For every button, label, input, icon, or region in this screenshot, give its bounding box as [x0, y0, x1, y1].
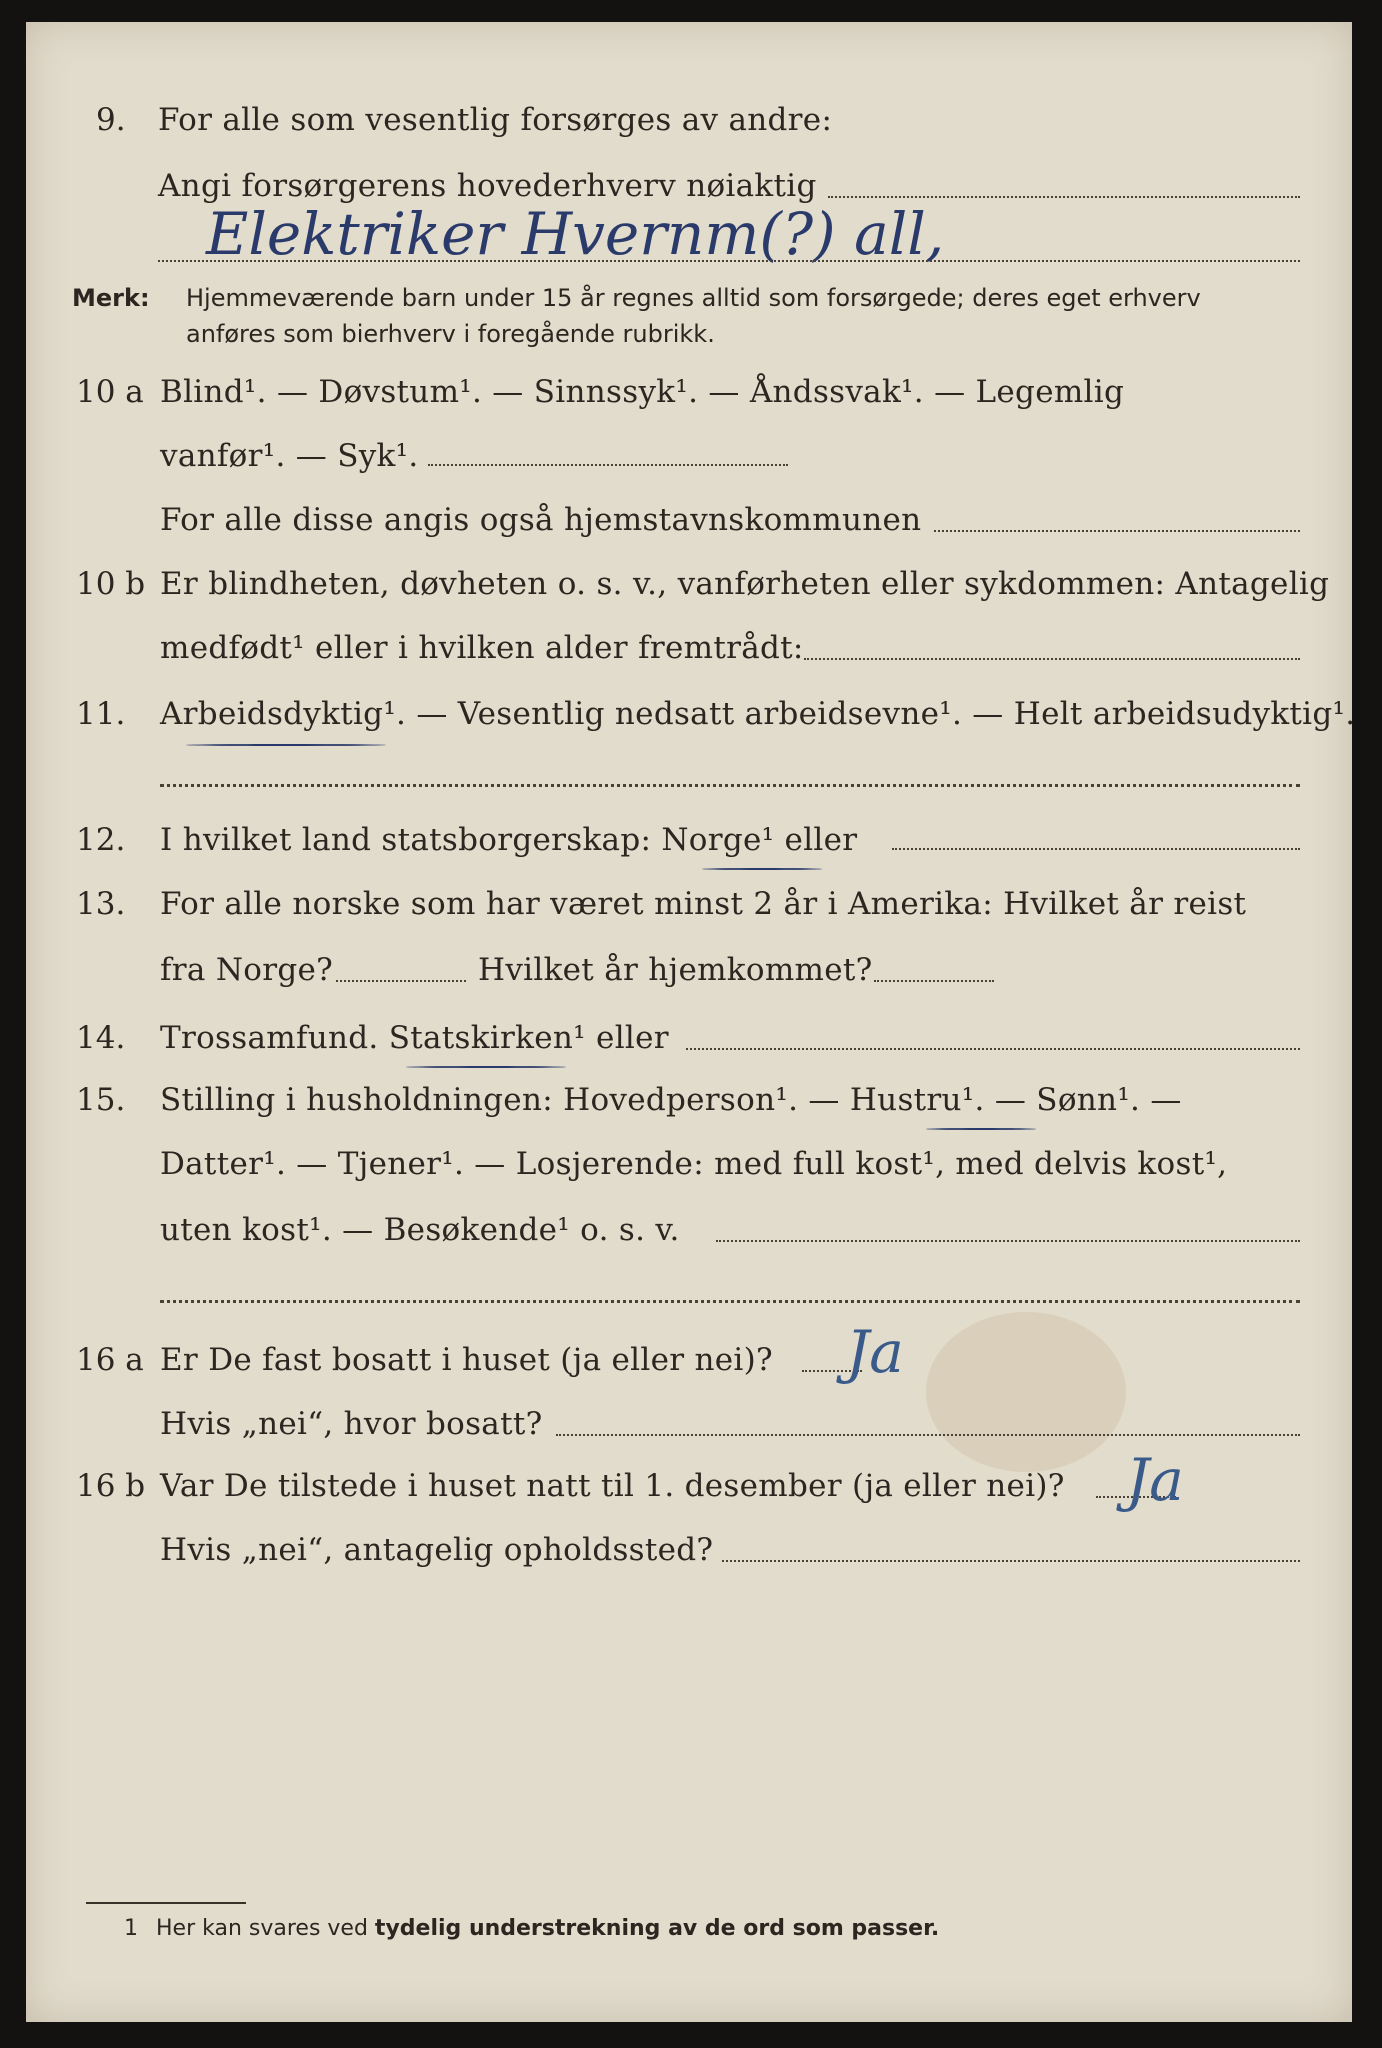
question-9-subtext: Angi forsørgerens hovederhverv nøiaktig	[158, 168, 817, 204]
question-13-text-2b: Hvilket år hjemkommet?	[478, 952, 873, 988]
handwritten-underline-mark	[702, 868, 822, 870]
question-16b-text: Var De tilstede i huset natt til 1. desember (ja eller nei)?	[160, 1468, 1065, 1504]
question-12-text: I hvilket land statsborgerskap: Norge¹ eller	[160, 822, 858, 858]
question-14-text: Trossamfund. Statskirken¹ eller	[160, 1020, 669, 1056]
question-10b-text-2: medfødt¹ eller i hvilken alder fremtrådt:	[160, 630, 804, 666]
question-10a-text: Blind¹. — Døvstum¹. — Sinnssyk¹. — Åndssvak¹. — Legemlig	[160, 374, 1125, 410]
answer-line	[336, 980, 466, 982]
question-10b-text: Er blindheten, døvheten o. s. v., vanførheten eller sykdommen: Antagelig	[160, 566, 1330, 602]
question-11-number: 11.	[76, 696, 126, 732]
question-13-number: 13.	[76, 886, 126, 922]
question-13-text: For alle norske som har været minst 2 år i Amerika: Hvilket år reist	[160, 886, 1247, 922]
question-11-text: Arbeidsdyktig¹. — Vesentlig nedsatt arbeidsevne¹. — Helt arbeidsudyktig¹.	[160, 696, 1356, 732]
merk-note-line-2: anføres som bierhverv i foregående rubrikk.	[186, 320, 715, 348]
footnote-mark: 1	[124, 1916, 138, 1941]
merk-label: Merk:	[72, 284, 150, 312]
answer-line	[804, 658, 1300, 660]
answer-line	[828, 196, 1300, 198]
answer-line	[934, 530, 1300, 532]
question-15-text-2: Datter¹. — Tjener¹. — Losjerende: med full kost¹, med delvis kost¹,	[160, 1146, 1228, 1182]
question-16b-text-2: Hvis „nei“, antagelig opholdssted?	[160, 1532, 714, 1568]
handwritten-answer-16a: Ja	[846, 1318, 904, 1386]
answer-line	[892, 848, 1300, 850]
handwritten-underline-mark	[186, 744, 386, 746]
question-10b-number: 10 b	[76, 566, 146, 602]
footnote-rule	[86, 1902, 246, 1904]
question-10a-number: 10 a	[76, 374, 144, 410]
handwritten-underline-mark	[926, 1128, 1036, 1130]
answer-line	[158, 260, 1300, 262]
handwritten-underline-mark	[406, 1066, 566, 1068]
question-14-number: 14.	[76, 1020, 126, 1056]
question-10a-text-3: For alle disse angis også hjemstavnskommunen	[160, 502, 922, 538]
answer-line	[686, 1048, 1300, 1050]
handwritten-answer-16b: Ja	[1126, 1446, 1184, 1514]
section-divider	[160, 784, 1300, 787]
answer-line	[556, 1434, 1300, 1436]
question-16a-text-2: Hvis „nei“, hvor bosatt?	[160, 1406, 543, 1442]
question-9-number: 9.	[96, 102, 126, 138]
question-16a-number: 16 a	[76, 1342, 144, 1378]
answer-line	[874, 980, 994, 982]
question-16b-number: 16 b	[76, 1468, 146, 1504]
question-15-text-3: uten kost¹. — Besøkende¹ o. s. v.	[160, 1212, 680, 1248]
question-15-text: Stilling i husholdningen: Hovedperson¹. — Hustru¹. — Sønn¹. —	[160, 1082, 1182, 1118]
answer-line	[722, 1560, 1300, 1562]
footnote-text	[156, 1916, 939, 1941]
merk-note-line-1: Hjemmeværende barn under 15 år regnes alltid som forsørgede; deres eget erhverv	[186, 284, 1201, 312]
handwritten-occupation-answer: Elektriker Hvernm(?) all,	[206, 200, 945, 268]
section-divider	[160, 1300, 1300, 1303]
answer-line	[428, 464, 788, 466]
footnote-text-normal: Her kan svares ved	[156, 1916, 368, 1941]
question-12-number: 12.	[76, 822, 126, 858]
question-16a-text: Er De fast bosatt i huset (ja eller nei)?	[160, 1342, 773, 1378]
footnote-text-bold: tydelig understrekning av de ord som passer.	[374, 1916, 940, 1941]
paper-stain	[926, 1312, 1126, 1472]
census-form-page	[26, 22, 1356, 2022]
question-9-text: For alle som vesentlig forsørges av andre:	[158, 102, 833, 138]
answer-line	[716, 1240, 1300, 1242]
question-13-text-2a: fra Norge?	[160, 952, 334, 988]
question-10a-text-2: vanfør¹. — Syk¹.	[160, 438, 419, 474]
question-15-number: 15.	[76, 1082, 126, 1118]
